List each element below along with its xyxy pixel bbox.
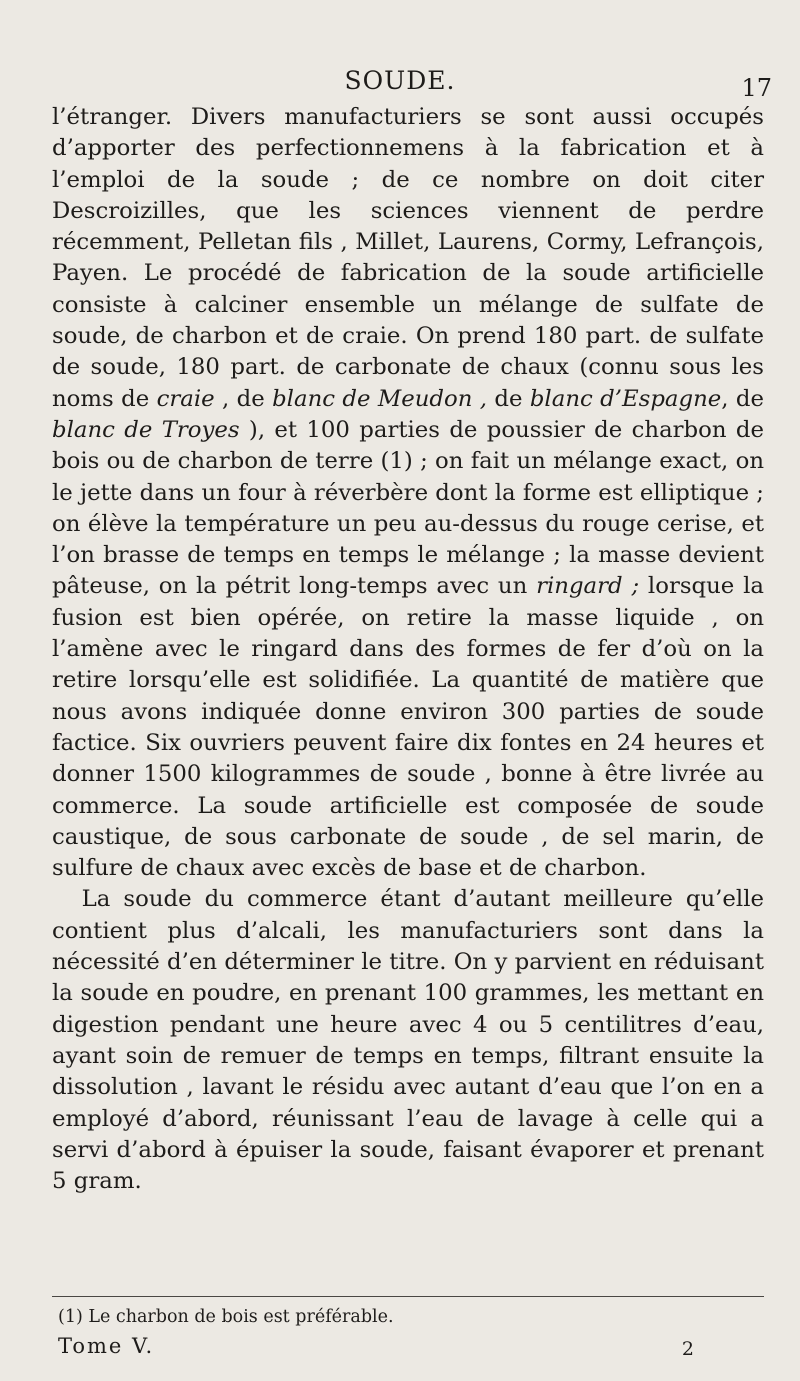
term-blanc-de-troyes: blanc de Troyes	[52, 416, 240, 443]
running-title: SOUDE.	[344, 66, 456, 95]
paragraph-2: La soude du commerce étant d’autant meilleure qu’elle contient plus d’alcali, les manufacturiers sont dans la nécessité d’en déterminer le titre. On y parvient en réduisant la soude en poudre, en prenant 100 grammes, les mettant en digestion pendant une heure avec 4 ou 5 centilitres d’eau, ayant soin de remuer de temps en temps, filtrant ensuite la dissolution , lavant le résidu avec autant d’eau que l’on en a employé d’abord, réunissant l’eau de lavage à celle qui a servi d’abord à épuiser la soude, faisant évaporer et prenant 5 gram.	[52, 886, 764, 1195]
footnote-rule	[52, 1296, 764, 1297]
body-text	[52, 102, 764, 1197]
separator: , de	[721, 385, 764, 412]
separator: , de	[214, 385, 273, 412]
signature-line	[58, 1334, 764, 1364]
term-ringard: ringard ;	[536, 573, 640, 600]
footnote: (1) Le charbon de bois est préférable.	[58, 1307, 394, 1327]
paragraph-1-text-a: l’étranger. Divers manufacturiers se sont aussi occupés d’apporter des perfectionnemens à la fabrication et à l’emploi de la soude ; de ce nombre on doit citer Descroizilles, que les sciences viennent de perdre récemment, Pelletan fils , Millet, Laurens, Cormy, Lefrançois, Payen. Le procédé de fabrication de la soude artificielle consiste à calciner ensemble un mélange de sulfate de soude, de charbon et de craie. On prend 180 part. de sulfate de soude, 180 part. de carbonate de chaux (connu sous les noms de	[52, 104, 764, 412]
paragraph-1-text-b: ), et 100 parties de poussier de charbon de bois ou de charbon de terre (1) ; on fait un mélange exact, on le jette dans un four à réverbère dont la forme est elliptique ; on élève la température un peu au-dessus du rouge cerise, et l’on brasse de temps en temps le mélange ; la masse devient pâteuse, on la pétrit long-temps avec un	[52, 416, 764, 600]
paragraph-1-text-c: lorsque la fusion est bien opérée, on retire la masse liquide , on l’amène avec le ringard dans des formes de fer d’où on la retire lorsqu’elle est solidifiée. La quantité de matière que nous avons indiquée donne environ 300 parties de soude factice. Six ouvriers peuvent faire dix fontes en 24 heures et donner 1500 kilogrammes de soude , bonne à être livrée au commerce. La soude artificielle est composée de soude caustique, de sous carbonate de soude , de sel marin, de sulfure de chaux avec excès de base et de charbon.	[52, 573, 764, 882]
sheet-signature: 2	[681, 1338, 694, 1360]
term-craie: craie	[156, 385, 215, 412]
paragraph-1	[52, 102, 764, 884]
page-number: 17	[741, 74, 772, 102]
separator: de	[487, 385, 530, 412]
volume-mark: Tome V.	[58, 1334, 155, 1358]
term-blanc-d-espagne: blanc d’Espagne	[529, 385, 722, 412]
term-blanc-de-meudon: blanc de Meudon ,	[272, 385, 487, 412]
page-header	[0, 66, 800, 100]
